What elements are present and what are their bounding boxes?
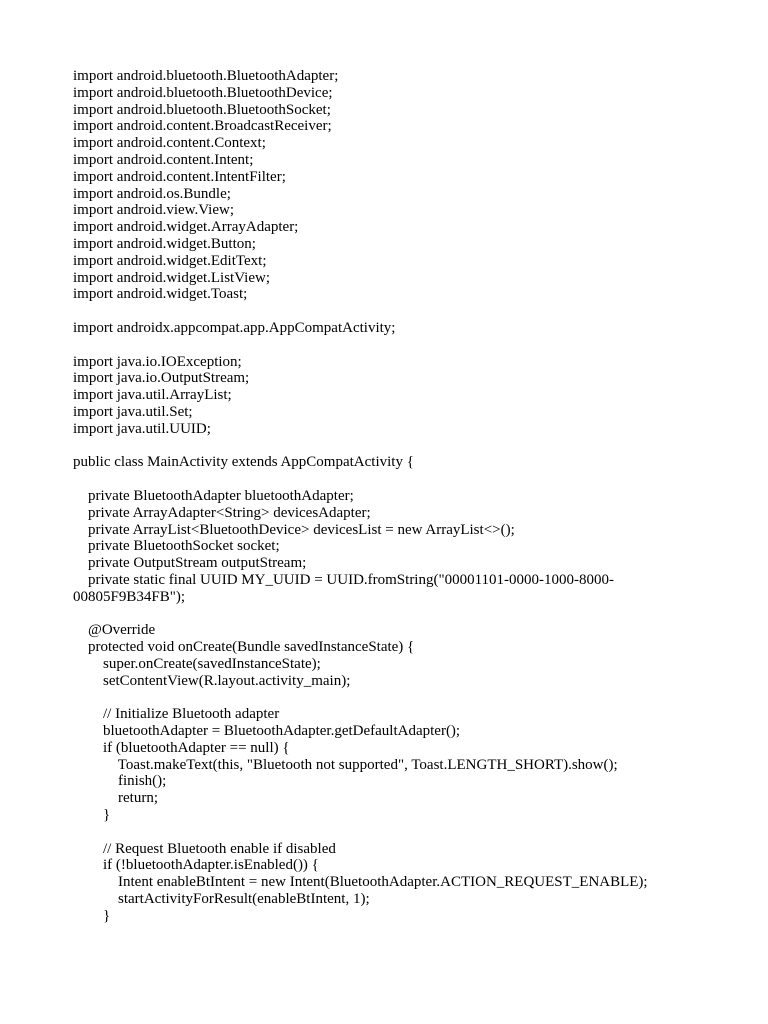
code-line: import android.view.View; [73, 202, 235, 219]
code-line: startActivityForResult(enableBtIntent, 1); [73, 891, 370, 908]
code-line: private OutputStream outputStream; [73, 555, 307, 572]
code-line: private ArrayList<BluetoothDevice> devicesList = new ArrayList<>(); [73, 521, 515, 538]
code-line: setContentView(R.layout.activity_main); [73, 672, 351, 689]
code-line: import java.io.OutputStream; [73, 370, 250, 387]
blank-line [73, 471, 693, 488]
code-line: import android.widget.ArrayAdapter; [73, 219, 299, 236]
code-line: import android.content.Context; [73, 135, 266, 152]
code-line: import java.util.Set; [73, 403, 193, 420]
code-line: @Override [73, 622, 156, 639]
code-line: import android.widget.ListView; [73, 269, 270, 286]
code-line: import android.content.Intent; [73, 151, 254, 168]
blank-line [73, 438, 693, 455]
code-line: import java.util.UUID; [73, 420, 211, 437]
code-line: Toast.makeText(this, "Bluetooth not supported", Toast.LENGTH_SHORT).show(); [73, 756, 618, 773]
code-line: } [73, 807, 111, 824]
code-line: finish(); [73, 773, 167, 790]
code-line: 00805F9B34FB"); [73, 588, 185, 605]
code-listing [73, 68, 693, 925]
code-line: import android.widget.Toast; [73, 286, 248, 303]
code-line: private BluetoothAdapter bluetoothAdapter; [73, 487, 354, 504]
code-line: import android.bluetooth.BluetoothSocket; [73, 101, 331, 118]
code-line: protected void onCreate(Bundle savedInstanceState) { [73, 639, 415, 656]
code-line: import android.widget.Button; [73, 235, 256, 252]
code-line: import androidx.appcompat.app.AppCompatActivity; [73, 319, 396, 336]
blank-line [73, 606, 693, 623]
code-line: import android.bluetooth.BluetoothAdapter; [73, 68, 339, 84]
code-line: Intent enableBtIntent = new Intent(BluetoothAdapter.ACTION_REQUEST_ENABLE); [73, 874, 648, 891]
code-line: import java.util.ArrayList; [73, 387, 232, 404]
code-line: import java.io.IOException; [73, 353, 242, 370]
code-line: if (!bluetoothAdapter.isEnabled()) { [73, 857, 319, 874]
code-comment: // Request Bluetooth enable if disabled [73, 840, 336, 857]
code-line: bluetoothAdapter = BluetoothAdapter.getDefaultAdapter(); [73, 723, 461, 740]
code-line: } [73, 907, 111, 924]
code-line: import android.widget.EditText; [73, 252, 267, 269]
code-line: private ArrayAdapter<String> devicesAdapter; [73, 504, 371, 521]
code-line: private static final UUID MY_UUID = UUID.fromString("00001101-0000-1000-8000- [73, 571, 615, 588]
blank-line [73, 303, 693, 320]
blank-line [73, 824, 693, 841]
code-line: public class MainActivity extends AppCompatActivity { [73, 454, 414, 471]
code-line: if (bluetoothAdapter == null) { [73, 739, 290, 756]
code-line: import android.os.Bundle; [73, 185, 231, 202]
code-line: super.onCreate(savedInstanceState); [73, 655, 321, 672]
code-line: import android.bluetooth.BluetoothDevice; [73, 84, 333, 101]
code-line: return; [73, 790, 158, 807]
blank-line [73, 689, 693, 706]
code-comment: // Initialize Bluetooth adapter [73, 706, 280, 723]
code-line: import android.content.BroadcastReceiver; [73, 118, 332, 135]
code-line: import android.content.IntentFilter; [73, 168, 286, 185]
code-line: private BluetoothSocket socket; [73, 538, 280, 555]
blank-line [73, 337, 693, 354]
